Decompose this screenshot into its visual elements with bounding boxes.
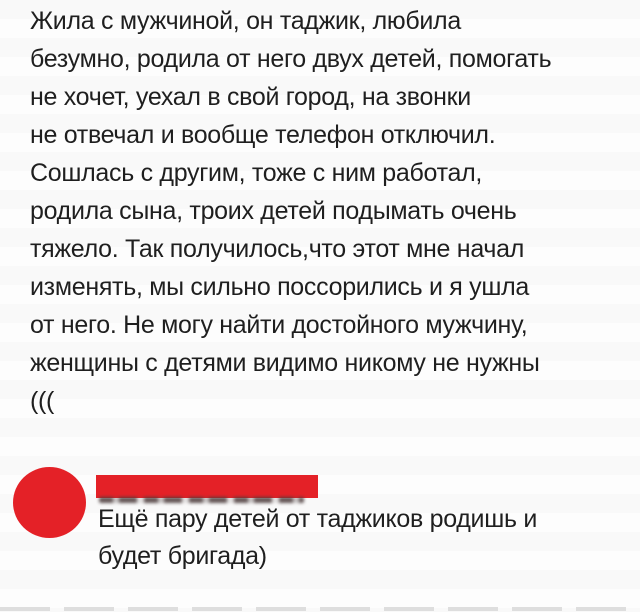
post-line: женщины с детями видимо никому не нужны xyxy=(30,349,540,377)
post-line: не хочет, уехал в свой город, на звонки xyxy=(30,83,471,111)
cropped-next-row-divider xyxy=(0,607,640,611)
comment-line: будет бригада) xyxy=(98,542,267,570)
post-line: изменять, мы сильно поссорились и я ушла xyxy=(30,273,530,301)
post-line: родила сына, троих детей подымать очень xyxy=(30,197,517,225)
post-line: ((( xyxy=(30,387,55,415)
comment-line: Ещё пару детей от таджиков родишь и xyxy=(98,505,537,533)
post-text xyxy=(30,2,625,420)
username-redaction-bar[interactable] xyxy=(96,475,318,498)
avatar-redaction-circle[interactable] xyxy=(13,467,86,538)
post-line: Жила с мужчиной, он таджик, любила xyxy=(30,7,461,35)
post-line: тяжело. Так получилось,что этот мне начал xyxy=(30,235,524,263)
post-line: безумно, родила от него двух детей, помогать xyxy=(30,45,552,73)
post-line: Сошлась с другим, тоже с ним работал, xyxy=(30,159,482,187)
post-line: не отвечал и вообще телефон отключил. xyxy=(30,121,496,149)
comment xyxy=(0,460,640,590)
post-line: от него. Не могу найти достойного мужчину, xyxy=(30,311,528,339)
comment-text xyxy=(98,501,618,575)
